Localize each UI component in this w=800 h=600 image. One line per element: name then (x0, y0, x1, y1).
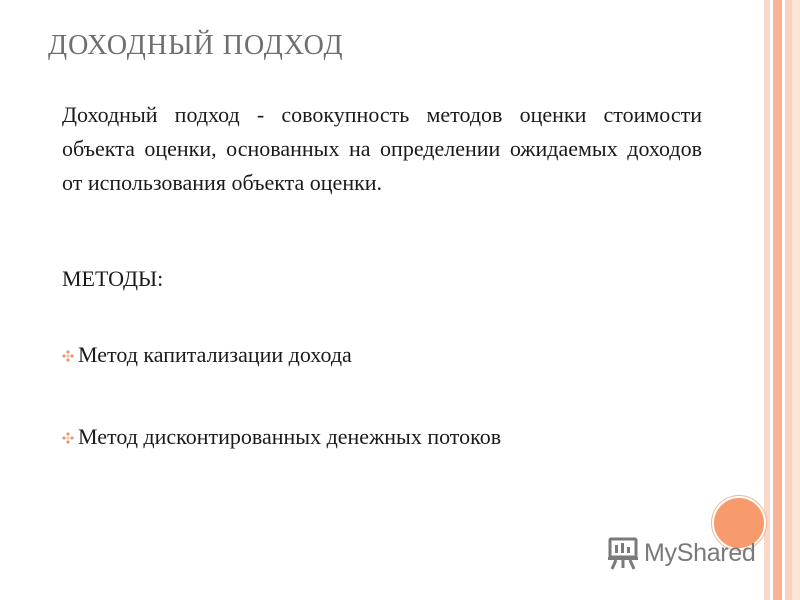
decorative-stripe (773, 0, 782, 600)
logo-text: MyShared (644, 538, 756, 567)
myshared-logo[interactable] (606, 533, 756, 573)
diamond-bullet-icon (62, 350, 74, 362)
method-list-item (62, 342, 352, 368)
presentation-board-icon (606, 535, 640, 571)
methods-heading: МЕТОДЫ: (62, 266, 164, 291)
method-list-item (62, 424, 501, 450)
method-label: Метод дисконтированных денежных потоков (78, 424, 502, 449)
decorative-stripe (792, 0, 800, 600)
definition-paragraph: Доходный подход - совокупность методов оценки стоимости объекта оценки, основанных на определении ожидаемых доходов от использования объекта оценки. (62, 102, 702, 195)
method-label: Метод капитализации дохода (78, 342, 352, 367)
decorative-stripe (785, 0, 792, 600)
slide-title: ДОХОДНЫЙ ПОДХОД (48, 30, 344, 61)
diamond-bullet-icon (62, 432, 74, 444)
